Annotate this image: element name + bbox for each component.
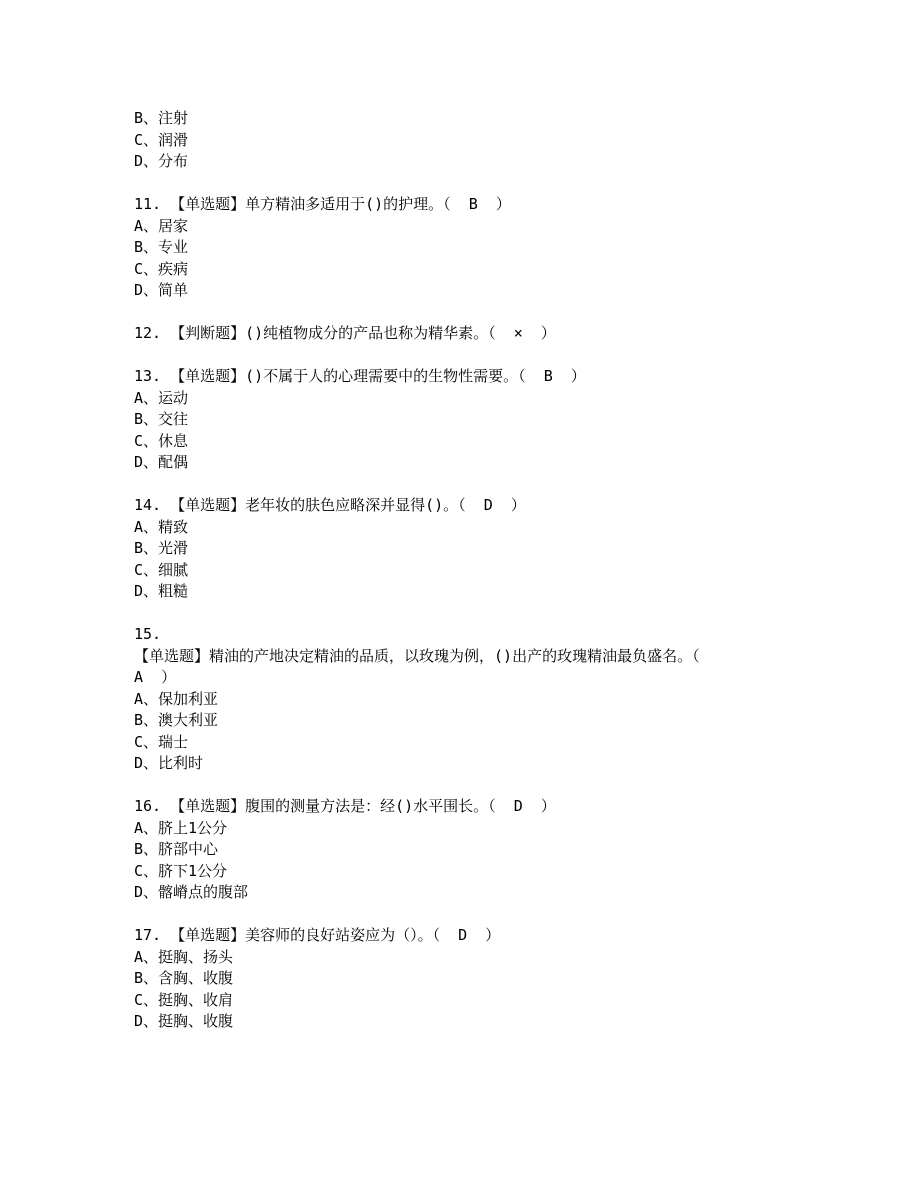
question-15 (134, 624, 794, 775)
option-b: B、脐部中心 (134, 840, 219, 858)
option-a: A、居家 (134, 216, 189, 235)
option-b: B、交往 (134, 410, 189, 428)
question-14 (134, 495, 794, 603)
option-b: B、光滑 (134, 539, 189, 557)
option-d: D、粗糙 (134, 582, 189, 600)
question-header: 12. 【判断题】()纯植物成分的产品也称为精华素。（ × ） (134, 324, 556, 342)
option-d: D、髂嵴点的腹部 (134, 883, 249, 901)
prev-option-b: B、注射 (134, 109, 189, 127)
option-a: A、运动 (134, 388, 189, 407)
option-d: D、配偶 (134, 453, 189, 471)
option-a: A、挺胸、扬头 (134, 947, 234, 966)
question-number: 15. (134, 625, 162, 643)
option-a: A、保加利亚 (134, 689, 219, 708)
question-header: 13. 【单选题】()不属于人的心理需要中的生物性需要。（ B ） (134, 367, 586, 385)
prev-option-c: C、润滑 (134, 130, 189, 149)
option-a: A、脐上1公分 (134, 818, 228, 837)
option-c: C、挺胸、收肩 (134, 990, 234, 1009)
option-b: B、澳大利亚 (134, 711, 219, 729)
option-b: B、专业 (134, 238, 189, 256)
option-c: C、脐下1公分 (134, 861, 228, 880)
document-page (134, 108, 794, 1033)
question-header: 11. 【单选题】单方精油多适用于()的护理。（ B ） (134, 195, 511, 213)
option-c: C、细腻 (134, 560, 189, 579)
question-answer: A ） (134, 668, 177, 686)
option-a: A、精致 (134, 517, 189, 536)
question-header: 14. 【单选题】老年妆的肤色应略深并显得()。（ D ） (134, 496, 526, 514)
option-d: D、比利时 (134, 754, 204, 772)
option-b: B、含胸、收腹 (134, 969, 234, 987)
question-header: 16. 【单选题】腹围的测量方法是：经()水平围长。（ D ） (134, 797, 556, 815)
option-d: D、挺胸、收腹 (134, 1012, 234, 1030)
option-d: D、简单 (134, 281, 189, 299)
question-17 (134, 925, 794, 1033)
question-13 (134, 366, 794, 474)
option-c: C、疾病 (134, 259, 189, 278)
option-c: C、瑞士 (134, 732, 189, 751)
question-11 (134, 194, 794, 302)
question-12 (134, 323, 794, 345)
prev-option-d: D、分布 (134, 152, 189, 170)
question-stem: 【单选题】精油的产地决定精油的品质，以玫瑰为例，()出产的玫瑰精油最负盛名。（ (134, 646, 700, 665)
question-16 (134, 796, 794, 904)
option-c: C、休息 (134, 431, 189, 450)
question-header: 17. 【单选题】美容师的良好站姿应为（）。（ D ） (134, 926, 501, 944)
